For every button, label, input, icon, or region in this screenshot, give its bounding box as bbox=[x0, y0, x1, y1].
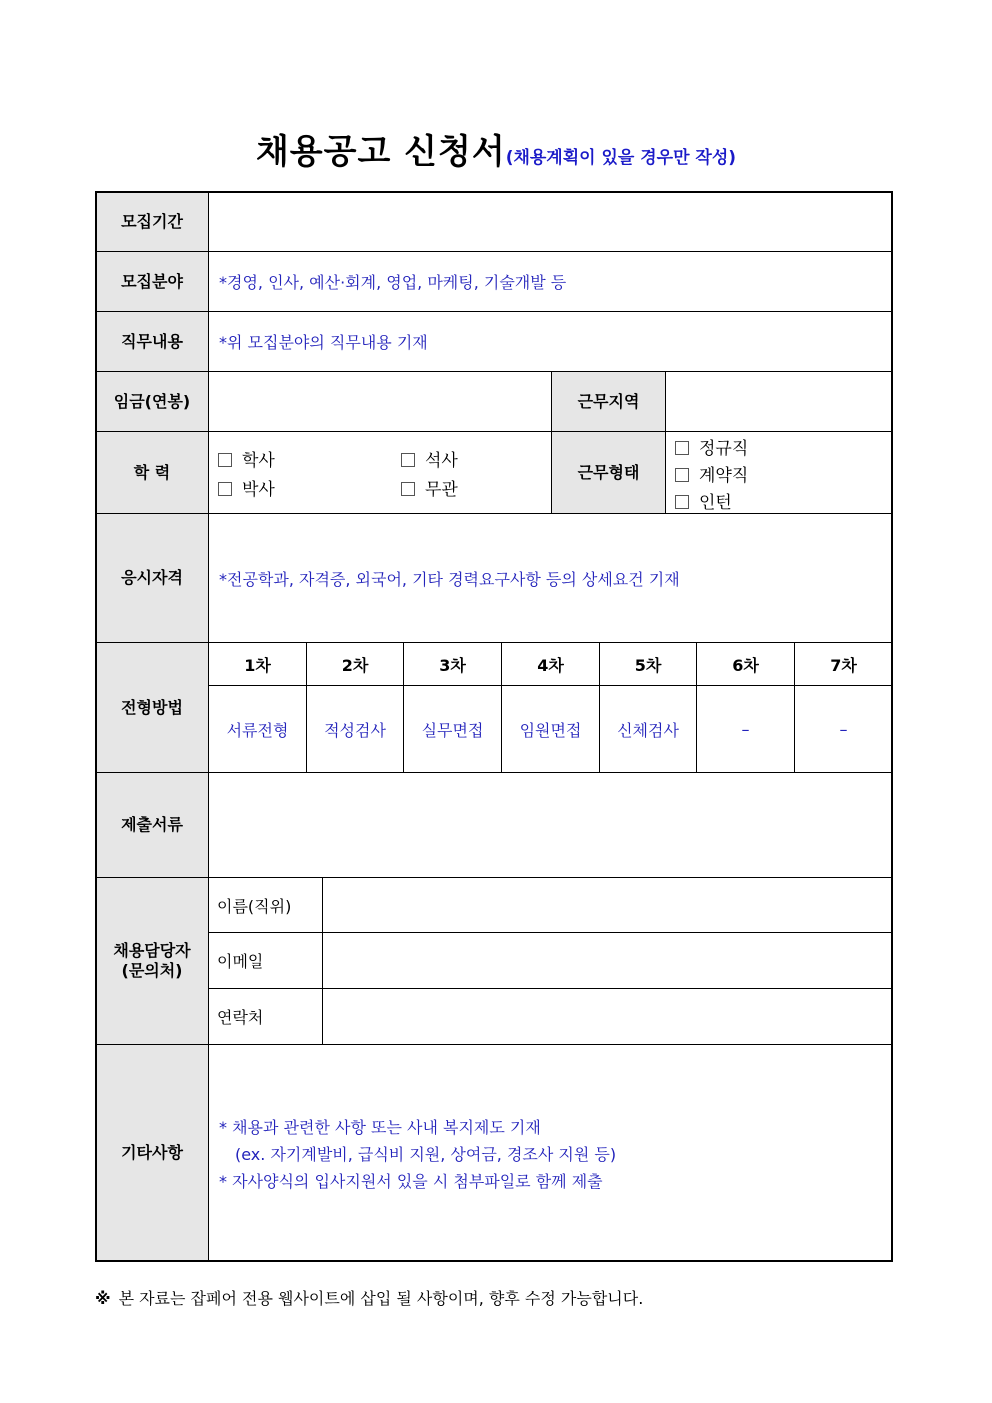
duty-hint: *위 모집분야의 직무내용 기재 bbox=[219, 333, 428, 352]
worktype-option-contract[interactable]: 계약직 bbox=[675, 461, 748, 486]
label-documents: 제출서류 bbox=[95, 772, 209, 878]
title-main: 채용공고 신청서 bbox=[255, 132, 506, 172]
label-process: 전형방법 bbox=[95, 642, 209, 773]
label-period: 모집기간 bbox=[95, 191, 209, 252]
page-title bbox=[0, 124, 992, 173]
salary-input[interactable] bbox=[208, 371, 552, 432]
contact-phone-label: 연락처 bbox=[208, 988, 323, 1045]
process-step-value[interactable]: 신체검사 bbox=[599, 685, 697, 773]
process-step-value[interactable]: 서류전형 bbox=[208, 685, 307, 773]
contact-name-input[interactable] bbox=[322, 877, 893, 933]
process-step-value[interactable]: 임원면접 bbox=[501, 685, 600, 773]
checkbox-icon[interactable] bbox=[675, 441, 689, 455]
checkbox-icon[interactable] bbox=[218, 482, 232, 496]
period-field[interactable] bbox=[208, 191, 893, 252]
label-contact bbox=[95, 877, 209, 1045]
contact-name-label: 이름(직위) bbox=[208, 877, 323, 933]
etc-hint-line1: * 채용과 관련한 사항 또는 사내 복지제도 기재 bbox=[219, 1118, 541, 1137]
process-step-value[interactable]: 실무면접 bbox=[403, 685, 502, 773]
process-step-head: 6차 bbox=[696, 642, 795, 686]
education-option-master[interactable]: 석사 bbox=[401, 446, 458, 471]
process-step-head: 4차 bbox=[501, 642, 600, 686]
label-field: 모집분야 bbox=[95, 251, 209, 312]
worktype-option-regular[interactable]: 정규직 bbox=[675, 434, 748, 459]
qualification-input[interactable] bbox=[208, 513, 893, 643]
worktype-options bbox=[665, 431, 893, 514]
label-qualification: 응시자격 bbox=[95, 513, 209, 643]
worktype-option-intern[interactable]: 인턴 bbox=[675, 488, 732, 513]
process-step-head: 2차 bbox=[306, 642, 404, 686]
label-salary: 임금(연봉) bbox=[95, 371, 209, 432]
contact-email-label: 이메일 bbox=[208, 932, 323, 989]
contact-phone-input[interactable] bbox=[322, 988, 893, 1045]
checkbox-icon[interactable] bbox=[675, 468, 689, 482]
label-location: 근무지역 bbox=[551, 371, 666, 432]
education-options bbox=[208, 431, 552, 514]
note-text: 본 자료는 잡페어 전용 웹사이트에 삽입 될 사항이며, 향후 수정 가능합니다. bbox=[118, 1289, 644, 1308]
process-step-value[interactable]: – bbox=[696, 685, 795, 773]
etc-input[interactable] bbox=[208, 1044, 893, 1262]
documents-input[interactable] bbox=[208, 772, 893, 878]
footer-note bbox=[95, 1286, 643, 1309]
checkbox-icon[interactable] bbox=[218, 453, 232, 467]
process-step-head: 7차 bbox=[794, 642, 893, 686]
label-etc: 기타사항 bbox=[95, 1044, 209, 1262]
checkbox-icon[interactable] bbox=[675, 495, 689, 509]
etc-hint-line3: * 자사양식의 입사지원서 있을 시 첨부파일로 함께 제출 bbox=[219, 1172, 603, 1191]
title-sub: (채용계획이 있을 경우만 작성) bbox=[505, 148, 737, 168]
qualification-hint: *전공학과, 자격증, 외국어, 기타 경력요구사항 등의 상세요건 기재 bbox=[219, 569, 680, 589]
education-option-any[interactable]: 무관 bbox=[401, 475, 458, 500]
label-contact-line2: (문의처) bbox=[121, 961, 183, 980]
location-input[interactable] bbox=[665, 371, 893, 432]
field-input[interactable] bbox=[208, 251, 893, 312]
checkbox-icon[interactable] bbox=[401, 453, 415, 467]
contact-email-input[interactable] bbox=[322, 932, 893, 989]
duty-input[interactable] bbox=[208, 311, 893, 372]
label-contact-line1: 채용담당자 bbox=[113, 941, 191, 960]
label-education: 학 력 bbox=[95, 431, 209, 514]
checkbox-icon[interactable] bbox=[401, 482, 415, 496]
education-option-doctor[interactable]: 박사 bbox=[218, 475, 275, 500]
process-step-head: 5차 bbox=[599, 642, 697, 686]
note-mark: ※ bbox=[95, 1289, 111, 1308]
process-step-value[interactable]: 적성검사 bbox=[306, 685, 404, 773]
application-form bbox=[95, 191, 893, 1262]
label-duty: 직무내용 bbox=[95, 311, 209, 372]
etc-hint-line2: (ex. 자기계발비, 급식비 지원, 상여금, 경조사 지원 등) bbox=[235, 1145, 617, 1164]
process-step-value[interactable]: – bbox=[794, 685, 893, 773]
label-worktype: 근무형태 bbox=[551, 431, 666, 514]
process-step-head: 3차 bbox=[403, 642, 502, 686]
education-option-bachelor[interactable]: 학사 bbox=[218, 446, 275, 471]
field-hint: *경영, 인사, 예산·회계, 영업, 마케팅, 기술개발 등 bbox=[219, 273, 567, 292]
process-step-head: 1차 bbox=[208, 642, 307, 686]
